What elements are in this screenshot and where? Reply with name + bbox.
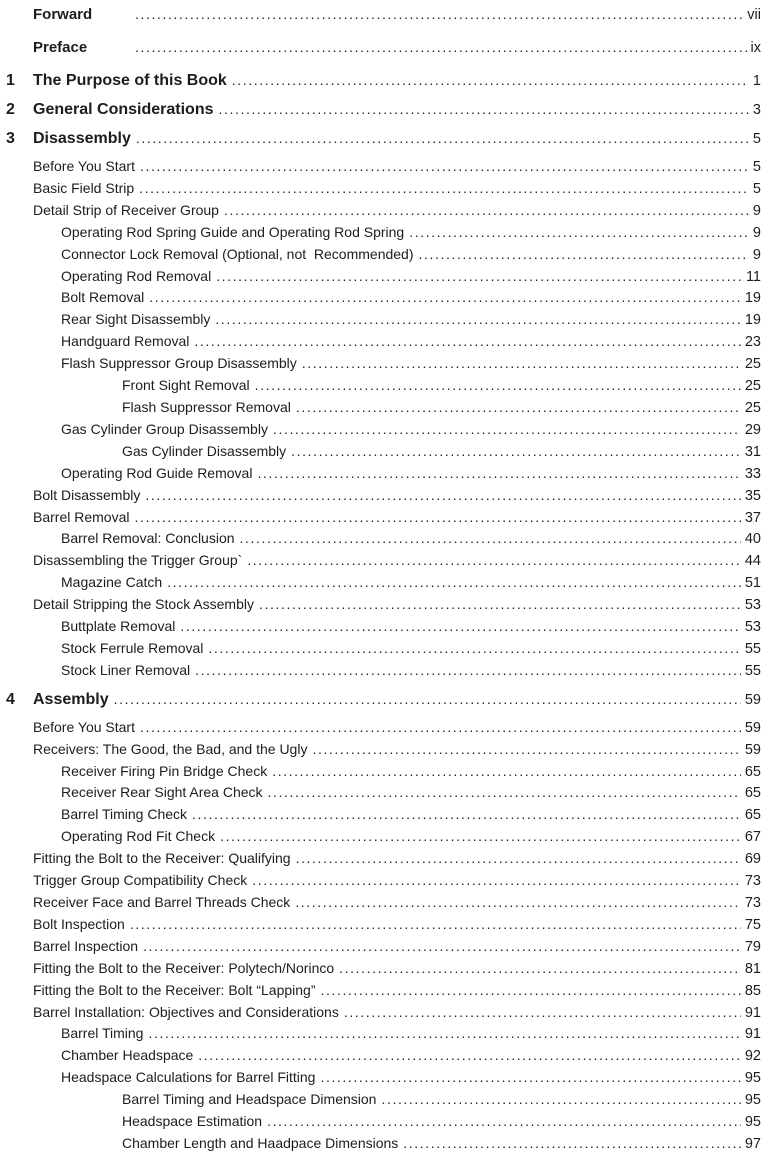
toc-entry (0, 419, 768, 441)
entry-page: 23 (744, 334, 761, 351)
toc-entry (0, 739, 768, 761)
entry-page: 25 (744, 399, 761, 416)
entry-page: 19 (744, 290, 761, 307)
entry-title: Barrel Timing (61, 1025, 144, 1042)
toc-entry (0, 1089, 768, 1111)
toc-entry (0, 848, 768, 870)
entry-page: 33 (744, 465, 761, 482)
entry-page: 59 (744, 741, 761, 758)
dot-leader (272, 761, 741, 782)
dot-leader (145, 485, 740, 506)
toc-entry (0, 826, 768, 848)
entry-title: Assembly (33, 690, 109, 708)
toc-entry (0, 958, 768, 980)
toc-entry (0, 441, 768, 463)
entry-page: 11 (745, 268, 761, 285)
entry-page: 81 (744, 960, 761, 977)
toc-entry (0, 309, 768, 331)
entry-title: Flash Suppressor Removal (122, 398, 291, 415)
entry-title: Disassembling the Trigger Group` (33, 552, 243, 569)
toc-entry (0, 98, 768, 121)
toc-entry (0, 69, 768, 92)
dot-leader (216, 266, 742, 287)
dot-leader (195, 660, 741, 681)
dot-leader (409, 222, 749, 243)
entry-page: 95 (744, 1092, 761, 1109)
entry-page: 25 (744, 378, 761, 395)
entry-title: Headspace Calculations for Barrel Fitting (61, 1069, 316, 1086)
entry-page: 73 (744, 873, 761, 890)
toc-entry (0, 287, 768, 309)
entry-title: Barrel Installation: Objectives and Considerations (33, 1003, 339, 1020)
toc-entry (0, 550, 768, 572)
entry-page: 92 (744, 1048, 761, 1065)
toc-entry (0, 200, 768, 222)
entry-title: Receiver Firing Pin Bridge Check (61, 762, 268, 779)
entry-page: 9 (752, 224, 761, 241)
entry-page: 65 (744, 785, 761, 802)
dot-leader (273, 419, 741, 440)
toc-entry (0, 156, 768, 178)
dot-leader (291, 441, 741, 462)
toc-entry (0, 375, 768, 397)
entry-title: Barrel Inspection (33, 937, 139, 954)
dot-leader (134, 507, 740, 528)
entry-page: 53 (744, 597, 761, 614)
dot-leader (302, 353, 741, 374)
entry-page: 85 (744, 982, 761, 999)
entry-page: 40 (744, 531, 761, 548)
dot-leader (344, 1002, 741, 1023)
entry-title: Flash Suppressor Group Disassembly (61, 355, 297, 372)
chapter-number: 2 (6, 101, 15, 118)
toc-entry (0, 1002, 768, 1024)
entry-page: 53 (744, 619, 761, 636)
entry-page: 59 (744, 691, 761, 708)
entry-title: Buttplate Removal (61, 618, 176, 635)
dot-leader (224, 200, 749, 221)
dot-leader (339, 958, 741, 979)
entry-title: Operating Rod Guide Removal (61, 464, 253, 481)
entry-title: Handguard Removal (61, 333, 190, 350)
dot-leader (296, 848, 741, 869)
entry-title: The Purpose of this Book (33, 72, 227, 89)
dot-leader (143, 936, 741, 957)
entry-page: 79 (744, 938, 761, 955)
chapter-number: 3 (6, 130, 15, 147)
entry-title: Detail Strip of Receiver Group (33, 201, 219, 218)
dot-leader (295, 892, 741, 913)
entry-title: Stock Liner Removal (61, 661, 191, 678)
entry-title: General Considerations (33, 101, 214, 118)
entry-title: Receiver Rear Sight Area Check (61, 784, 263, 801)
entry-title: Before You Start (33, 718, 135, 735)
toc-entry (0, 761, 768, 783)
dot-leader (419, 244, 749, 265)
dot-leader (198, 1045, 741, 1066)
entry-title: Bolt Removal (61, 289, 145, 306)
entry-title: Fitting the Bolt to the Receiver: Qualifying (33, 850, 291, 867)
dot-leader (140, 717, 741, 738)
dot-leader (149, 287, 741, 308)
entry-title: Operating Rod Removal (61, 267, 212, 284)
entry-title: Basic Field Strip (33, 179, 135, 196)
toc-entry (0, 914, 768, 936)
entry-title: Stock Ferrule Removal (61, 639, 204, 656)
toc-entry (0, 1133, 768, 1155)
dot-leader (257, 463, 740, 484)
dot-leader (148, 1023, 740, 1044)
entry-title: Bolt Disassembly (33, 486, 141, 503)
entry-page: 67 (744, 829, 761, 846)
entry-title: Chamber Headspace (61, 1047, 194, 1064)
toc-entry (0, 616, 768, 638)
entry-page: 95 (744, 1114, 761, 1131)
dot-leader (403, 1133, 741, 1154)
toc-entry (0, 528, 768, 550)
entry-page: 75 (744, 916, 761, 933)
entry-page: 91 (744, 1026, 761, 1043)
entry-title: Headspace Estimation (122, 1113, 263, 1130)
entry-page: 3 (752, 102, 761, 118)
entry-title: Chamber Length and Haadpace Dimensions (122, 1134, 399, 1151)
toc-entry (0, 980, 768, 1002)
entry-title: Disassembly (33, 130, 131, 147)
toc-entry (0, 782, 768, 804)
entry-page: 51 (744, 575, 761, 592)
dot-leader (320, 980, 740, 1001)
entry-page: vii (747, 7, 761, 23)
entry-title: Barrel Timing and Headspace Dimension (122, 1091, 377, 1108)
dot-leader (136, 127, 749, 149)
toc-entry (0, 936, 768, 958)
dot-leader (135, 36, 747, 58)
toc-entry (0, 892, 768, 914)
chapter-number: 4 (6, 690, 15, 708)
entry-title: Receiver Face and Barrel Threads Check (33, 894, 291, 910)
entry-page: 65 (744, 763, 761, 780)
dot-leader (240, 528, 741, 549)
toc-entry (0, 804, 768, 826)
toc-entry (0, 3, 768, 26)
toc-entry (0, 331, 768, 353)
dot-leader (255, 375, 741, 396)
entry-page: 1 (752, 73, 761, 89)
toc-entry (0, 463, 768, 485)
toc-entry (0, 638, 768, 660)
entry-page: ix (750, 40, 761, 56)
entry-page: 19 (744, 312, 761, 329)
entry-title: Bolt Inspection (33, 915, 125, 932)
toc-entry (0, 397, 768, 419)
toc-entry (0, 266, 768, 288)
entry-page: 35 (744, 487, 761, 504)
entry-page: 9 (752, 202, 761, 219)
entry-title: Front Sight Removal (122, 377, 250, 394)
entry-title: Operating Rod Fit Check (61, 828, 216, 845)
toc-entry (0, 507, 768, 529)
entry-title: Trigger Group Compatibility Check (33, 872, 248, 889)
dot-leader (192, 804, 741, 825)
dot-leader (247, 550, 741, 571)
dot-leader (114, 688, 741, 710)
dot-leader (135, 3, 743, 25)
entry-title: Receivers: The Good, the Bad, and the Ugly (33, 740, 308, 757)
dot-leader (208, 638, 740, 659)
dot-leader (220, 826, 741, 847)
dot-leader (219, 98, 749, 120)
dot-leader (167, 572, 741, 593)
dot-leader (194, 331, 740, 352)
entry-title: Barrel Removal: Conclusion (61, 530, 235, 547)
entry-title: Gas Cylinder Group Disassembly (61, 420, 268, 437)
entry-title: Before You Start (33, 158, 135, 174)
entry-page: 29 (744, 421, 761, 438)
entry-title: Rear Sight Disassembly (61, 311, 211, 328)
entry-page: 37 (744, 509, 761, 526)
toc-entry (0, 127, 768, 150)
dot-leader (180, 616, 740, 637)
toc-entry (0, 36, 768, 59)
toc-entry (0, 688, 768, 711)
entry-title: Forward (33, 6, 93, 23)
entry-page: 9 (752, 246, 761, 263)
toc-entry (0, 178, 768, 200)
dot-leader (139, 178, 749, 199)
entry-page: 31 (744, 443, 761, 460)
entry-title: Barrel Timing Check (61, 806, 188, 823)
entry-page: 5 (752, 131, 761, 147)
entry-page: 44 (744, 553, 761, 570)
toc-page (0, 3, 768, 1155)
entry-title: Fitting the Bolt to the Receiver: Bolt “Lapping” (33, 981, 316, 998)
entry-title: Detail Stripping the Stock Assembly (33, 596, 254, 613)
toc-entry (0, 1067, 768, 1089)
entry-page: 55 (744, 662, 761, 679)
dot-leader (267, 1111, 741, 1132)
toc-entry (0, 1111, 768, 1133)
toc-entry (0, 572, 768, 594)
entry-page: 25 (744, 356, 761, 373)
dot-leader (130, 914, 741, 935)
toc-entry (0, 1023, 768, 1045)
toc-entry (0, 485, 768, 507)
dot-leader (252, 870, 741, 891)
dot-leader (259, 594, 741, 615)
toc-entry (0, 353, 768, 375)
dot-leader (320, 1067, 740, 1088)
entry-page: 91 (744, 1004, 761, 1021)
toc-list (0, 3, 768, 1155)
entry-title: Fitting the Bolt to the Receiver: Polytech/Norinco (33, 959, 335, 976)
entry-title: Magazine Catch (61, 574, 163, 591)
entry-title: Gas Cylinder Disassembly (122, 442, 287, 459)
entry-page: 97 (744, 1135, 761, 1152)
toc-entry (0, 244, 768, 266)
dot-leader (215, 309, 740, 330)
toc-entry (0, 594, 768, 616)
dot-leader (140, 156, 749, 177)
toc-entry (0, 870, 768, 892)
dot-leader (296, 397, 741, 418)
entry-page: 65 (744, 807, 761, 824)
dot-leader (381, 1089, 740, 1110)
entry-title: Connector Lock Removal (Optional, not Recommended) (61, 245, 414, 262)
entry-page: 73 (744, 895, 761, 911)
entry-title: Operating Rod Spring Guide and Operating Rod Spring (61, 223, 405, 240)
chapter-number: 1 (6, 72, 15, 89)
entry-page: 5 (752, 180, 761, 197)
entry-page: 5 (752, 159, 761, 175)
entry-title: Barrel Removal (33, 508, 130, 525)
toc-entry (0, 717, 768, 739)
entry-title: Preface (33, 39, 88, 56)
dot-leader (232, 69, 749, 91)
entry-page: 95 (744, 1070, 761, 1087)
toc-entry (0, 222, 768, 244)
dot-leader (312, 739, 740, 760)
entry-page: 69 (744, 851, 761, 868)
dot-leader (268, 782, 741, 803)
entry-page: 55 (744, 640, 761, 657)
toc-entry (0, 1045, 768, 1067)
toc-entry (0, 660, 768, 682)
entry-page: 59 (744, 719, 761, 736)
